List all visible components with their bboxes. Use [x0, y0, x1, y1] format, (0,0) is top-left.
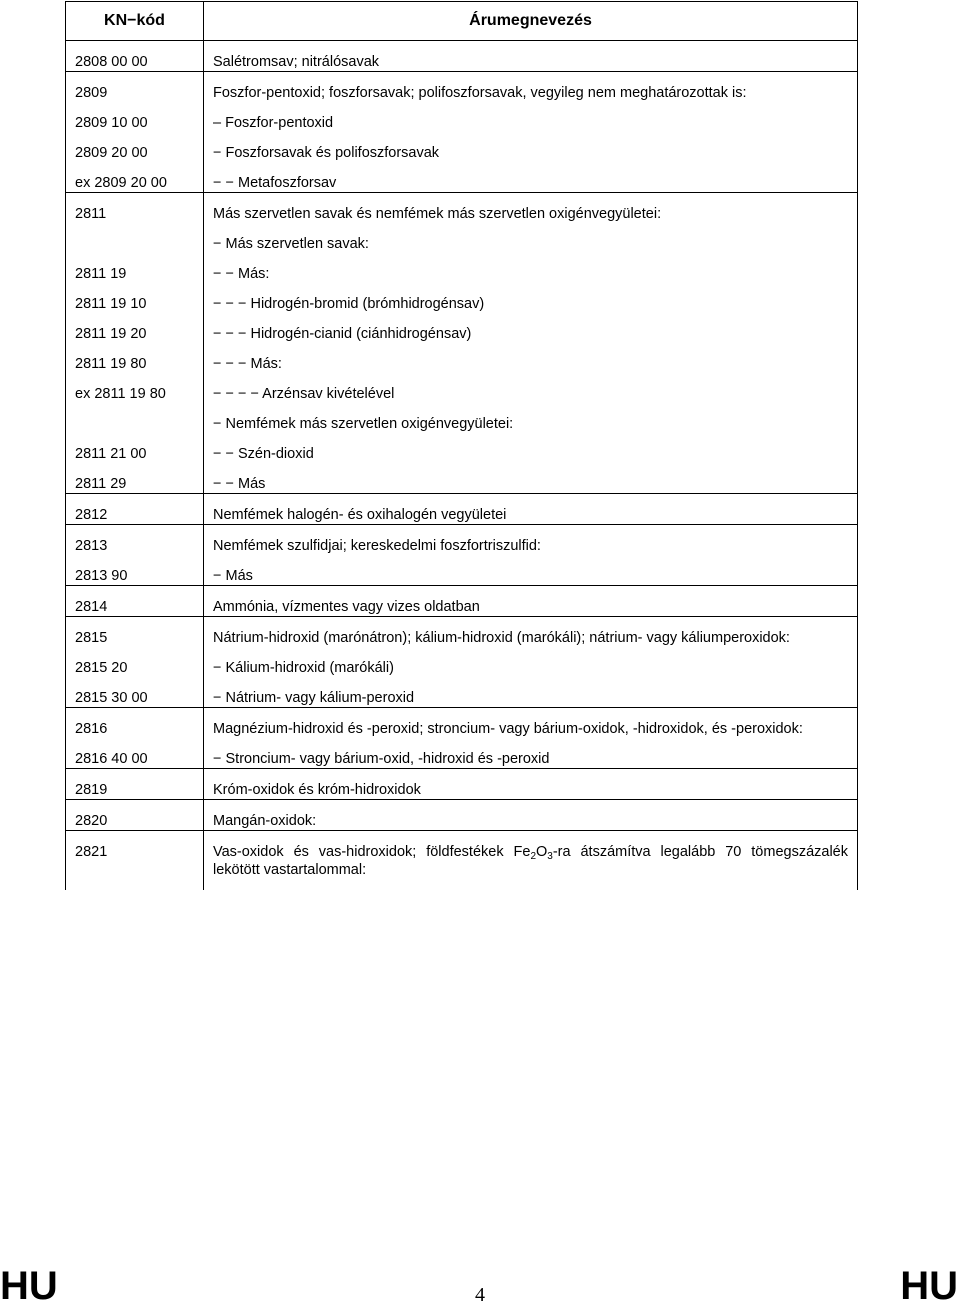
- product-description: Nátrium-hidroxid (marónátron); kálium-hidroxid (marókáli); nátrium- vagy káliumperoxidok:: [213, 630, 790, 646]
- kn-code: 2820: [75, 813, 108, 829]
- table-row: [66, 586, 858, 617]
- kn-code: 2819: [75, 782, 108, 798]
- page-number: 4: [475, 1284, 485, 1306]
- product-description: [204, 831, 857, 890]
- table-row: [66, 193, 858, 224]
- kn-code: 2811 19 20: [75, 326, 147, 342]
- product-description: − − − Más:: [213, 356, 282, 372]
- table-row: [66, 41, 858, 72]
- kn-code: 2816: [75, 721, 108, 737]
- table-row: [66, 373, 858, 403]
- kn-code: ex 2809 20 00: [75, 175, 167, 191]
- table-row: [66, 677, 858, 708]
- table-body: [66, 41, 858, 891]
- table-row: [66, 72, 858, 103]
- product-description: – Foszfor-pentoxid: [213, 115, 334, 131]
- product-description: − − Metafoszforsav: [213, 175, 337, 191]
- product-description: Mangán-oxidok:: [213, 813, 317, 829]
- table-row: [66, 403, 858, 433]
- kn-code: 2815 20: [75, 660, 128, 676]
- kn-code: 2811 21 00: [75, 446, 147, 462]
- header-code: KN−kód: [66, 2, 204, 41]
- product-description: − Stroncium- vagy bárium-oxid, -hidroxid és -peroxid: [213, 751, 550, 767]
- kn-code: 2808 00 00: [75, 54, 148, 70]
- product-description: − − Más:: [213, 266, 270, 282]
- table-row: [66, 525, 858, 556]
- table-row: [66, 800, 858, 831]
- product-description: Más szervetlen savak és nemfémek más szervetlen oxigénvegyületei:: [213, 206, 662, 222]
- table-row: [66, 223, 858, 253]
- kn-code: 2815: [75, 630, 108, 646]
- table-row: [66, 708, 858, 739]
- kn-code: 2811 19 80: [75, 356, 147, 372]
- table-row: [66, 253, 858, 283]
- commodity-code-table: [65, 1, 858, 890]
- product-description: Salétromsav; nitrálósavak: [213, 54, 380, 70]
- kn-code: 2809: [75, 85, 108, 101]
- product-description: − − − − Arzénsav kivételével: [213, 386, 395, 402]
- kn-code: 2813 90: [75, 568, 128, 584]
- kn-code: 2811 19: [75, 266, 127, 282]
- kn-code: 2816 40 00: [75, 751, 148, 767]
- product-description: Króm-oxidok és króm-hidroxidok: [213, 782, 421, 798]
- kn-code: 2813: [75, 538, 108, 554]
- header-name: Árumegnevezés: [204, 2, 858, 41]
- table-row: [66, 162, 858, 193]
- table-row: [66, 831, 858, 891]
- kn-code: 2814: [75, 599, 108, 615]
- product-description: − Nemfémek más szervetlen oxigénvegyületei:: [213, 416, 514, 432]
- product-description: Magnézium-hidroxid és -peroxid; stroncium- vagy bárium-oxidok, -hidroxidok, és -peroxidok:: [213, 721, 803, 737]
- description-part: -ra átszámítva legalább 70 tömegszázalék lekötött vastartalommal:: [213, 844, 848, 878]
- kn-code: 2809 20 00: [75, 145, 148, 161]
- kn-code: 2809 10 00: [75, 115, 148, 131]
- table-row: [66, 102, 858, 132]
- kn-code: [66, 223, 203, 253]
- table-row: [66, 555, 858, 586]
- description-part: Vas-oxidok és vas-hidroxidok; földfestékek Fe: [213, 844, 531, 860]
- product-description: − − Szén-dioxid: [213, 446, 314, 462]
- table-row: [66, 769, 858, 800]
- product-description: Foszfor-pentoxid; foszforsavak; polifoszforsavak, vegyileg nem meghatározottak is:: [213, 85, 747, 101]
- table-row: [66, 617, 858, 648]
- product-description: Nemfémek szulfidjai; kereskedelmi foszfortriszulfid:: [213, 538, 541, 554]
- product-description: − − − Hidrogén-cianid (ciánhidrogénsav): [213, 326, 472, 342]
- kn-code: ex 2811 19 80: [75, 386, 166, 402]
- product-description: − − Más: [213, 476, 266, 492]
- table-row: [66, 738, 858, 769]
- product-description: − Nátrium- vagy kálium-peroxid: [213, 690, 415, 706]
- product-description: − Foszforsavak és polifoszforsavak: [213, 145, 440, 161]
- table-row: [66, 494, 858, 525]
- kn-code: 2811 29: [75, 476, 127, 492]
- kn-code: 2811 19 10: [75, 296, 147, 312]
- product-description: − Más: [213, 568, 253, 584]
- product-description: Nemfémek halogén- és oxihalogén vegyületei: [213, 507, 507, 523]
- product-description: − Más szervetlen savak:: [213, 236, 369, 252]
- table-row: [66, 647, 858, 677]
- kn-code: 2815 30 00: [75, 690, 148, 706]
- table-row: [66, 313, 858, 343]
- subscript: 2: [530, 851, 536, 862]
- table-row: [66, 343, 858, 373]
- kn-code: 2812: [75, 507, 108, 523]
- kn-code: 2821: [75, 844, 108, 860]
- table-row: [66, 463, 858, 494]
- description-part: O: [536, 844, 548, 860]
- product-description: − Kálium-hidroxid (marókáli): [213, 660, 394, 676]
- product-description: − − − Hidrogén-bromid (brómhidrogénsav): [213, 296, 485, 312]
- table-row: [66, 433, 858, 463]
- kn-code: [66, 403, 203, 433]
- footer-country-right: HU: [900, 1264, 958, 1308]
- product-description: Ammónia, vízmentes vagy vizes oldatban: [213, 599, 480, 615]
- subscript: 3: [547, 851, 553, 862]
- table-header-row: [66, 2, 858, 41]
- footer-country-left: HU: [0, 1264, 58, 1308]
- table-row: [66, 283, 858, 313]
- kn-code: 2811: [75, 206, 107, 222]
- table-row: [66, 132, 858, 162]
